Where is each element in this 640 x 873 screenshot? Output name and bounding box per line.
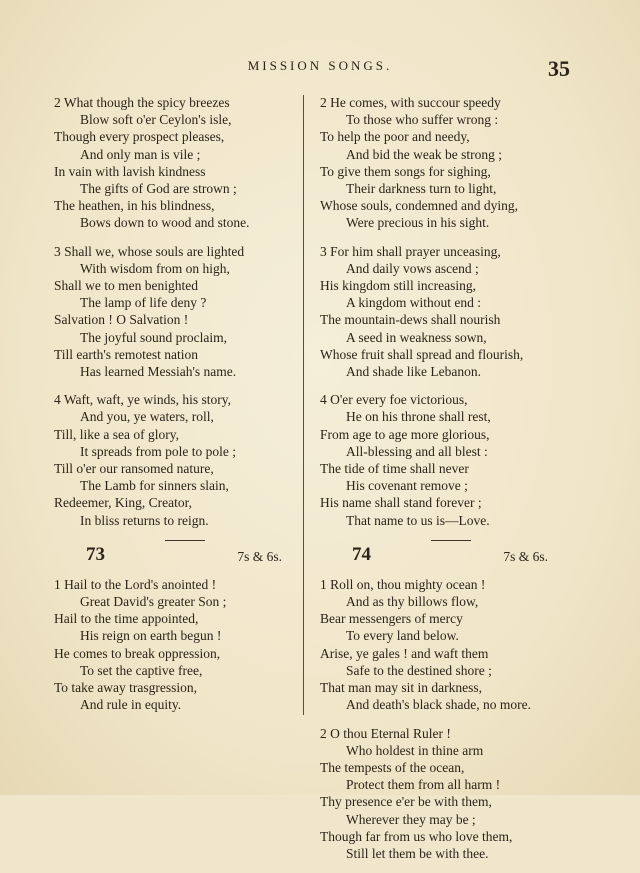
stanza — [316, 391, 556, 529]
verse-line: A kingdom without end : — [346, 295, 481, 311]
verse-line: Great David's greater Son ; — [80, 594, 227, 610]
verse-line: Though far from us who love them, — [320, 828, 513, 844]
verse-line: In bliss returns to reign. — [80, 512, 209, 528]
verse-line: Were precious in his sight. — [346, 215, 490, 231]
stanza — [316, 725, 556, 863]
verse-line: 3 Shall we, whose souls are lighted — [54, 243, 245, 259]
verse-line: The heathen, in his blindness, — [54, 198, 215, 214]
verse-line: Still let them be with thee. — [346, 845, 489, 861]
stanza — [316, 94, 556, 232]
hymn-73-heading — [50, 540, 290, 570]
verse-line: And you, ye waters, roll, — [80, 409, 214, 425]
verse-line: The tide of time shall never — [320, 461, 469, 477]
verse-line: Hail to the time appointed, — [54, 611, 199, 627]
verse-line: In vain with lavish kindness — [54, 163, 206, 179]
verse-line: He comes to break oppression, — [54, 645, 221, 661]
verse-line: The gifts of God are strown ; — [80, 181, 237, 197]
verse-line: A seed in weakness sown, — [346, 329, 487, 345]
verse-line: To set the captive free, — [80, 662, 203, 678]
verse-line: And shade like Lebanon. — [346, 364, 481, 380]
verse-line: To help the poor and needy, — [320, 129, 470, 145]
verse-line: From age to age more glorious, — [320, 426, 490, 442]
verse-line: Till o'er our ransomed nature, — [54, 461, 214, 477]
verse-line: The joyful sound proclaim, — [80, 329, 227, 345]
right-column — [316, 94, 556, 873]
verse-line: And rule in equity. — [80, 697, 182, 713]
verse-line: 4 O'er every foe victorious, — [320, 392, 468, 408]
column-divider — [303, 95, 304, 715]
verse-line: Has learned Messiah's name. — [80, 364, 237, 380]
stanza — [50, 576, 290, 714]
verse-line: That man may sit in darkness, — [320, 680, 482, 696]
verse-line: The tempests of the ocean, — [320, 759, 465, 775]
verse-line: And daily vows ascend ; — [346, 260, 479, 276]
verse-line: Who holdest in thine arm — [346, 742, 484, 758]
verse-line: Arise, ye gales ! and waft them — [320, 645, 489, 661]
verse-line: His kingdom still increasing, — [320, 278, 476, 294]
verse-line: Blow soft o'er Ceylon's isle, — [80, 112, 232, 128]
verse-line: Whose fruit shall spread and flourish, — [320, 346, 524, 362]
page-number: 35 — [548, 56, 570, 81]
verse-line: Thy presence e'er be with them, — [320, 794, 492, 810]
verse-line: Till earth's remotest nation — [54, 346, 199, 362]
verse-line: Redeemer, King, Creator, — [54, 495, 192, 511]
verse-line: Bows down to wood and stone. — [80, 215, 250, 231]
stanza — [50, 391, 290, 529]
verse-line: He on his throne shall rest, — [346, 409, 491, 425]
running-title: MISSION SONGS. — [247, 58, 393, 73]
verse-line: Bear messengers of mercy — [320, 611, 463, 627]
verse-line: 2 O thou Eternal Ruler ! — [320, 725, 451, 741]
verse-line: To every land below. — [346, 628, 459, 644]
verse-line: Till, like a sea of glory, — [54, 426, 179, 442]
hymn-74-heading — [316, 540, 556, 570]
verse-line: To those who suffer wrong : — [346, 112, 499, 128]
verse-line: It spreads from pole to pole ; — [80, 443, 236, 459]
verse-line: With wisdom from on high, — [80, 260, 230, 276]
verse-line: His covenant remove ; — [346, 478, 468, 494]
verse-line: The mountain-dews shall nourish — [320, 312, 501, 328]
verse-line: Wherever they may be ; — [346, 811, 476, 827]
stanza — [50, 94, 290, 232]
verse-line: Protect them from all harm ! — [346, 777, 501, 793]
hymn-separator-rule — [431, 540, 471, 541]
verse-line: His name shall stand forever ; — [320, 495, 482, 511]
verse-line: And death's black shade, no more. — [346, 697, 532, 713]
verse-line: That name to us is—Love. — [346, 512, 490, 528]
stanza — [50, 243, 290, 381]
verse-line: His reign on earth begun ! — [80, 628, 222, 644]
verse-line: All-blessing and all blest : — [346, 443, 488, 459]
stanza — [316, 576, 556, 714]
verse-line: The Lamb for sinners slain, — [80, 478, 229, 494]
hymn-number: 74 — [352, 543, 371, 565]
hymn-meter: 7s & 6s. — [237, 548, 282, 564]
stanza — [316, 243, 556, 381]
hymn-meter: 7s & 6s. — [503, 548, 548, 564]
verse-line: 4 Waft, waft, ye winds, his story, — [54, 392, 232, 408]
verse-line: 3 For him shall prayer unceasing, — [320, 243, 501, 259]
verse-line: 2 What though the spicy breezes — [54, 95, 230, 110]
verse-line: Shall we to men benighted — [54, 278, 198, 294]
verse-line: Safe to the destined shore ; — [346, 662, 492, 678]
verse-line: Whose souls, condemned and dying, — [320, 198, 518, 214]
hymn-separator-rule — [165, 540, 205, 541]
verse-line: The lamp of life deny ? — [80, 295, 207, 311]
verse-line: Though every prospect pleases, — [54, 129, 225, 145]
verse-line: And as thy billows flow, — [346, 594, 479, 610]
hymn-number: 73 — [86, 543, 105, 565]
verse-line: To take away trasgression, — [54, 680, 198, 696]
verse-line: To give them songs for sighing, — [320, 163, 491, 179]
verse-line: 2 He comes, with succour speedy — [320, 95, 501, 110]
verse-line: Their darkness turn to light, — [346, 181, 497, 197]
verse-line: And bid the weak be strong ; — [346, 146, 502, 162]
left-column — [50, 94, 290, 725]
verse-line: And only man is vile ; — [80, 146, 201, 162]
verse-line: 1 Roll on, thou mighty ocean ! — [320, 576, 486, 592]
verse-line: Salvation ! O Salvation ! — [54, 312, 189, 328]
verse-line: 1 Hail to the Lord's anointed ! — [54, 576, 217, 592]
